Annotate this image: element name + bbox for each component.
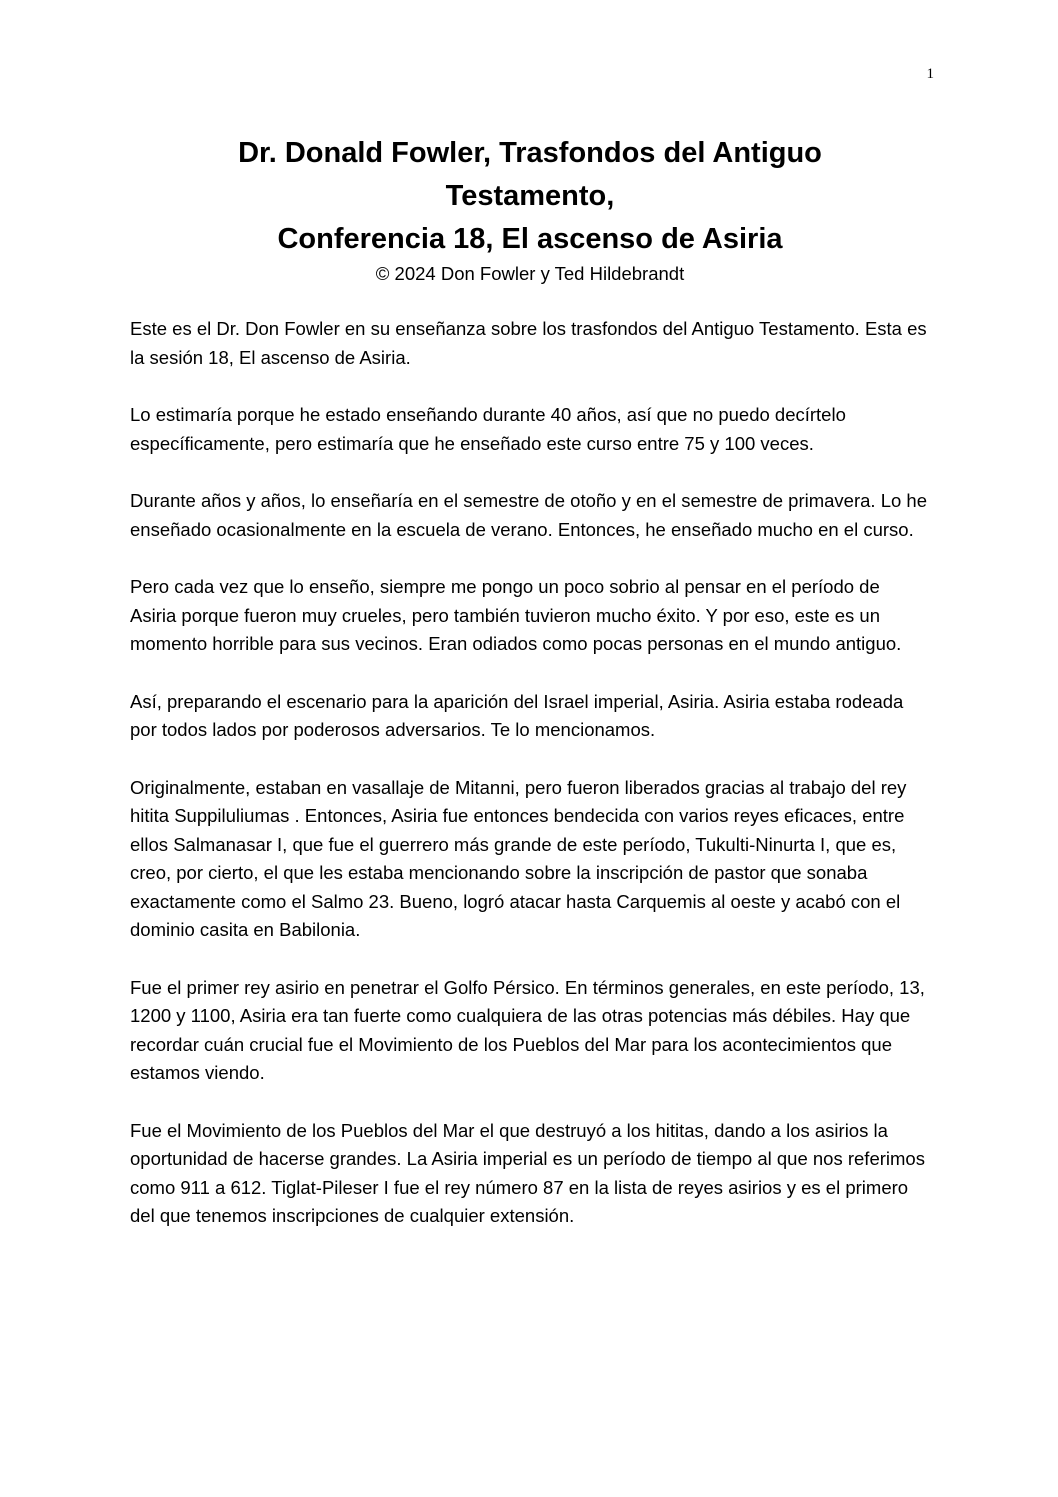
paragraph: Pero cada vez que lo enseño, siempre me pongo un poco sobrio al pensar en el período de Asiria porque fueron muy crueles, pero también tuvieron mucho éxito. Y por eso, este es un momento horrible para sus vecinos. Eran odiados como pocas personas en el mundo antiguo. xyxy=(130,576,902,654)
document-title-line-3: Conferencia 18, El ascenso de Asiria xyxy=(277,223,783,255)
paragraph: Originalmente, estaban en vasallaje de Mitanni, pero fueron liberados gracias al trabajo del rey hitita Suppiluliumas . Entonces, Asiria fue entonces bendecida con varios reyes eficaces, entre ellos Salmanasar I, que fue el guerrero más grande de este período, Tukulti-Ninurta I, que es, creo, por cierto, el que les estaba mencionando sobre la inscripción de pastor que sonaba exactamente como el Salmo 23. Bueno, logró atacar hasta Carquemis al oeste y acabó con el dominio casita en Babilonia. xyxy=(130,776,907,940)
title-block xyxy=(130,132,930,287)
page-number: 1 xyxy=(926,66,934,82)
paragraph: Este es el Dr. Don Fowler en su enseñanza sobre los trasfondos del Antiguo Testamento. Esta es la sesión 18, El ascenso de Asiria. xyxy=(130,318,927,368)
paragraph: Así, preparando el escenario para la aparición del Israel imperial, Asiria. Asiria estaba rodeada por todos lados por poderosos adversarios. Te lo mencionamos. xyxy=(130,690,904,740)
paragraph: Fue el primer rey asirio en penetrar el Golfo Pérsico. En términos generales, en este período, 13, 1200 y 1100, Asiria era tan fuerte como cualquiera de las otras potencias más débiles. Hay que recordar cuán crucial fue el Movimiento de los Pueblos del Mar para los acontecimientos que estamos viendo. xyxy=(130,976,925,1083)
paragraph: Lo estimaría porque he estado enseñando durante 40 años, así que no puedo decírtelo específicamente, pero estimaría que he enseñado este curso entre 75 y 100 veces. xyxy=(130,404,846,454)
document-title-line-2: Testamento, xyxy=(445,180,615,212)
document-title-line-1: Dr. Donald Fowler, Trasfondos del Antiguo xyxy=(238,137,822,169)
paragraph: Fue el Movimiento de los Pueblos del Mar el que destruyó a los hititas, dando a los asirios la oportunidad de hacerse grandes. La Asiria imperial es un período de tiempo al que nos referimos como 911 a 612. Tiglat-Pileser I fue el rey número 87 en la lista de reyes asirios y es el primero del que tenemos inscripciones de cualquier extensión. xyxy=(130,1119,925,1226)
paragraph: Durante años y años, lo enseñaría en el semestre de otoño y en el semestre de primavera. Lo he enseñado ocasionalmente en la escuela de verano. Entonces, he enseñado mucho en el curso. xyxy=(130,490,927,540)
document-body xyxy=(130,315,930,1260)
copyright-notice: © 2024 Don Fowler y Ted Hildebrandt xyxy=(375,263,685,284)
